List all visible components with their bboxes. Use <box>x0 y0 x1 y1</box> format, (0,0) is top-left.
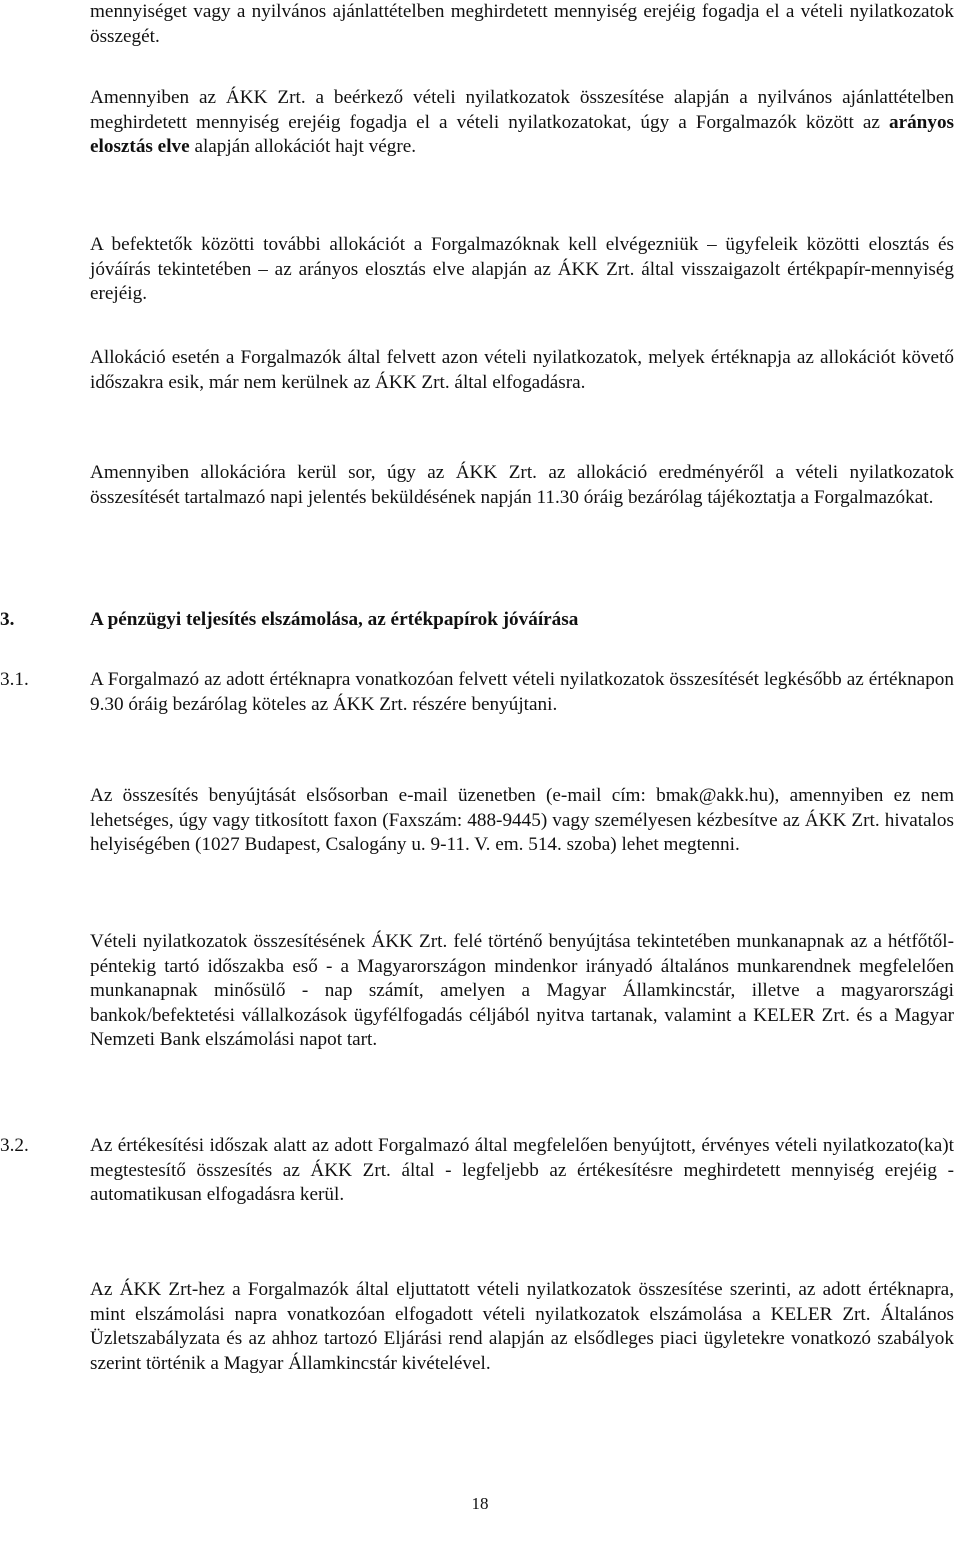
paragraph-investor-allocation: A befektetők közötti további allokációt a Forgalmazóknak kell elvégezniük – ügyfeleik közötti elosztás és jóváírás tekintetében – az arányos elosztás elve alapján az ÁKK Zrt. által visszaigazolt értékpapír-mennyiség erejéig. <box>90 234 954 305</box>
section-number: 3. <box>0 609 15 630</box>
paragraph-allocation-value-date: Allokáció esetén a Forgalmazók által felvett azon vételi nyilatkozatok, melyek értéknapja az allokációt követő időszakra esik, már nem kerülnek az ÁKK Zrt. által elfogadásra. <box>90 347 954 393</box>
subsection-number-3-2: 3.2. <box>0 1135 29 1156</box>
paragraph-3-2-acceptance: Az értékesítési időszak alatt az adott Forgalmazó által megfelelően benyújtott, érvényes vételi nyilatkozato(ka)t megtestesítő összesítés az ÁKK Zrt. által - legfeljebb az értékesítésre meghirdetett mennyiség erejéig - automatikusan elfogadásra kerül. <box>90 1135 954 1206</box>
paragraph-3-2-settlement: Az ÁKK Zrt-hez a Forgalmazók által eljuttatott vételi nyilatkozatok összesítése szerinti, az adott értéknapra, mint elszámolási napra vonatkozóan elfogadott vételi nyilatkozatok elszámolása a KELER Zrt. Általános Üzletszabályzata és az ahhoz tartozó Eljárási rend alapján az elsődleges piaci ügyletekre vonatkozó szabályok szerint történik a Magyar Államkincstár kivételével. <box>90 1279 954 1374</box>
paragraph-text: alapján allokációt hajt végre. <box>189 136 417 158</box>
paragraph-3-1-submission: A Forgalmazó az adott értéknapra vonatkozóan felvett vételi nyilatkozatok összesítését legkésőbb az értéknapon 9.30 óráig bezárólag köteles az ÁKK Zrt. részére benyújtani. <box>90 669 954 715</box>
paragraph-allocation-proportional <box>90 86 954 160</box>
paragraph-intro-continuation: mennyiséget vagy a nyilvános ajánlattételben meghirdetett mennyiség erejéig fogadja el a vételi nyilatkozatok összegét. <box>90 1 954 47</box>
section-title: A pénzügyi teljesítés elszámolása, az értékpapírok jóváírása <box>90 609 579 630</box>
bold-term: arányos elosztás elve <box>90 111 954 158</box>
subsection-number-3-1: 3.1. <box>0 669 29 690</box>
page-number: 18 <box>471 1494 489 1513</box>
paragraph-3-1-working-day: Vételi nyilatkozatok összesítésének ÁKK Zrt. felé történő benyújtása tekintetében munkanapnak az a hétfőtől-péntekig tartó időszakba eső - a Magyarországon mindenkor irányadó általános munkarendnek megfelelően munkanapnak minősülő - nap számít, amelyen a Magyar Államkincstár, illetve a magyarországi bankok/befektetési vállalkozások ügyfélfogadás céljából nyitva tartanak, valamint a KELER Zrt. és a Magyar Nemzeti Bank elszámolási napot tart. <box>90 931 954 1051</box>
paragraph-allocation-notice: Amennyiben allokációra kerül sor, úgy az ÁKK Zrt. az allokáció eredményéről a vételi nyilatkozatok összesítését tartalmazó napi jelentés beküldésének napján 11.30 óráig bezárólag tájékoztatja a Forgalmazókat. <box>90 462 954 508</box>
paragraph-3-1-channels: Az összesítés benyújtását elsősorban e-mail üzenetben (e-mail cím: bmak@akk.hu), amennyiben ez nem lehetséges, úgy vagy titkosított faxon (Faxszám: 488-9445) vagy személyesen kézbesítve az ÁKK Zrt. hivatalos helyiségében (1027 Budapest, Csalogány u. 9-11. V. em. 514. szoba) lehet megtenni. <box>90 785 954 856</box>
paragraph-text: Amennyiben az ÁKK Zrt. a beérkező vételi nyilatkozatok összesítése alapján a nyilvános ajánlattételben meghirdetett mennyiség erejéig fogadja el a vételi nyilatkozatokat, úgy a Forgalmazók között az <box>90 87 954 133</box>
